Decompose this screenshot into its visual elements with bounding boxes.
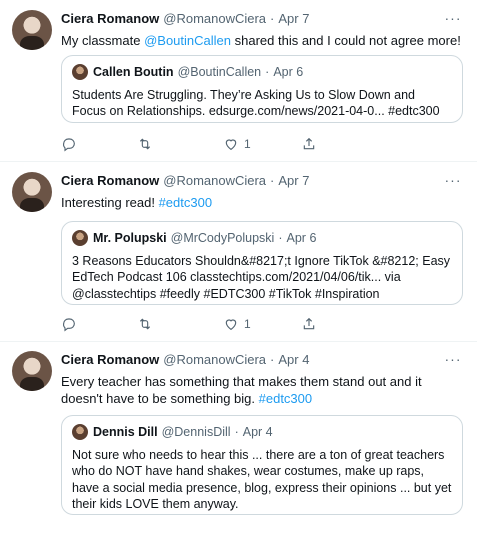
reply-button[interactable] xyxy=(61,316,77,332)
author-handle[interactable]: @RomanowCiera xyxy=(163,352,267,367)
tweet-text-part: Interesting read! xyxy=(61,195,159,210)
avatar[interactable] xyxy=(12,10,52,50)
author-handle[interactable]: @RomanowCiera xyxy=(163,173,267,188)
reply-icon xyxy=(61,316,77,332)
quoted-tweet-date: Apr 6 xyxy=(286,231,317,245)
more-options-icon[interactable]: ··· xyxy=(444,172,462,188)
tweet-header xyxy=(61,172,465,190)
share-icon xyxy=(301,136,317,152)
like-button[interactable] xyxy=(223,136,251,152)
tweet[interactable] xyxy=(0,162,477,342)
separator-dot: · xyxy=(270,173,275,188)
tweet[interactable] xyxy=(0,342,477,549)
share-icon xyxy=(301,316,317,332)
avatar[interactable] xyxy=(12,351,52,391)
reply-icon xyxy=(61,136,77,152)
quoted-tweet-date: Apr 4 xyxy=(242,425,273,439)
quoted-author-name: Dennis Dill xyxy=(93,425,158,439)
avatar[interactable] xyxy=(12,172,52,212)
quoted-tweet[interactable] xyxy=(61,415,463,515)
separator-dot: · xyxy=(278,231,283,245)
tweet-text xyxy=(61,32,465,49)
like-icon xyxy=(223,136,239,152)
tweet-header xyxy=(61,10,465,28)
tweet[interactable] xyxy=(0,0,477,162)
author-name[interactable]: Ciera Romanow xyxy=(61,173,160,188)
tweet-text-part: Every teacher has something that makes them stand out and it doesn't have to be something big. xyxy=(61,374,422,406)
quoted-author-handle: @BoutinCallen xyxy=(177,65,262,79)
quoted-author-name: Callen Boutin xyxy=(93,65,174,79)
separator-dot: · xyxy=(234,425,239,439)
mention-link[interactable]: @BoutinCallen xyxy=(144,33,231,48)
quoted-tweet-text: Not sure who needs to hear this ... there are a ton of great teachers who do NOT have hand shakes, wear costumes, make up raps, have a social media presence, blog, express their opinions ... but yet their kids LOVE them anyway. xyxy=(72,447,452,511)
quoted-tweet-date: Apr 6 xyxy=(273,65,304,79)
separator-dot: · xyxy=(270,11,275,26)
like-count: 1 xyxy=(244,137,251,151)
tweet-date[interactable]: Apr 7 xyxy=(278,173,310,188)
reply-button[interactable] xyxy=(61,136,77,152)
tweet-actions xyxy=(61,315,317,333)
quoted-tweet-header xyxy=(72,230,452,247)
tweet-text xyxy=(61,194,465,211)
quoted-avatar xyxy=(72,230,88,246)
share-button[interactable] xyxy=(301,136,317,152)
retweet-icon xyxy=(137,316,153,332)
quoted-tweet-header xyxy=(72,64,452,81)
tweet-text-part: shared this and I could not agree more! xyxy=(231,33,461,48)
tweet-date[interactable]: Apr 7 xyxy=(278,11,310,26)
quoted-tweet-text: 3 Reasons Educators Shouldn&#8217;t Ignore TikTok &#8212; Easy EdTech Podcast 106 classtechtips.com/2021/04/06/tik... via @classtechtips #feedly #EDTC300 #TikTok #Inspiration xyxy=(72,253,451,301)
quoted-author-handle: @DennisDill xyxy=(161,425,231,439)
quoted-avatar xyxy=(72,424,88,440)
like-icon xyxy=(223,316,239,332)
more-options-icon[interactable]: ··· xyxy=(444,10,462,26)
separator-dot: · xyxy=(265,65,270,79)
tweet-text-part: My classmate xyxy=(61,33,145,48)
separator-dot: · xyxy=(270,352,275,367)
quoted-author-name: Mr. Polupski xyxy=(93,231,167,245)
quoted-tweet[interactable] xyxy=(61,55,463,123)
quoted-avatar xyxy=(72,64,88,80)
hashtag-link[interactable]: #edtc300 xyxy=(158,195,213,210)
quoted-tweet-text: Students Are Struggling. They’re Asking Us to Slow Down and Focus on Relationships. edsurge.com/news/2021-04-0... #edtc300 xyxy=(72,87,440,118)
retweet-button[interactable] xyxy=(137,316,153,332)
author-name[interactable]: Ciera Romanow xyxy=(61,352,160,367)
hashtag-link[interactable]: #edtc300 xyxy=(258,391,313,406)
quoted-author-handle: @MrCodyPolupski xyxy=(170,231,275,245)
tweet-text xyxy=(61,373,465,407)
more-options-icon[interactable]: ··· xyxy=(444,351,462,367)
author-handle[interactable]: @RomanowCiera xyxy=(163,11,267,26)
tweet-header xyxy=(61,351,465,369)
retweet-button[interactable] xyxy=(137,136,153,152)
quoted-tweet-header xyxy=(72,424,452,441)
author-name[interactable]: Ciera Romanow xyxy=(61,11,160,26)
like-button[interactable] xyxy=(223,316,251,332)
tweet-date[interactable]: Apr 4 xyxy=(278,352,310,367)
quoted-tweet[interactable] xyxy=(61,221,463,305)
like-count: 1 xyxy=(244,317,251,331)
share-button[interactable] xyxy=(301,316,317,332)
tweet-actions xyxy=(61,135,317,153)
retweet-icon xyxy=(137,136,153,152)
